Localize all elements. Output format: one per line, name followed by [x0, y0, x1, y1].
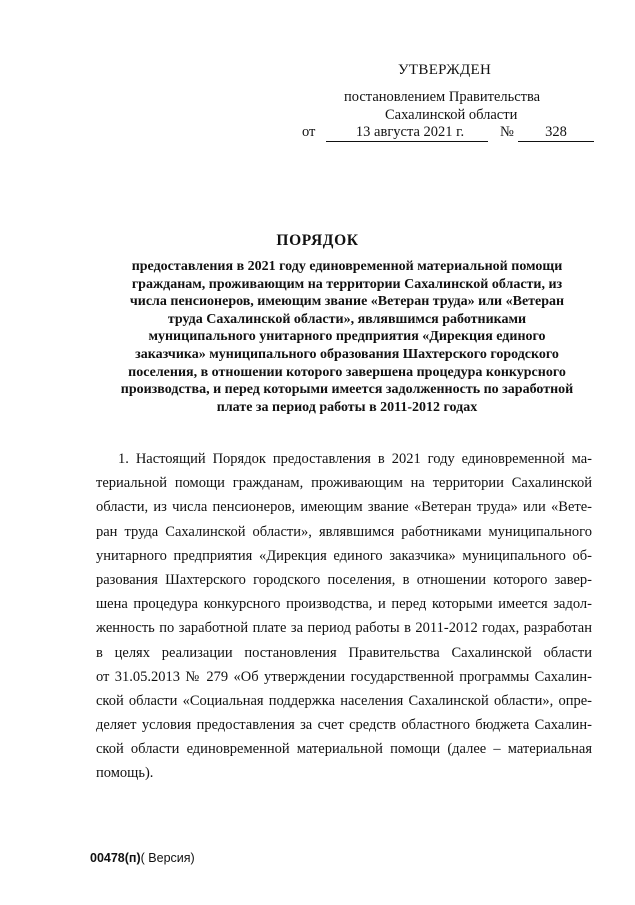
- document-subtitle: [100, 258, 594, 416]
- document-title: ПОРЯДОК: [276, 232, 359, 249]
- body-line: разования Шахтерского городского поселения, в отношении которого завер-: [96, 571, 592, 588]
- body-line: териальной помощи гражданам, проживающим на территории Сахалинской: [96, 475, 592, 492]
- body-line: женность по заработной плате за период работы в 2011-2012 годах, разработан: [96, 620, 592, 637]
- approval-issuer-line: постановлением Правительства: [344, 89, 541, 105]
- body-line: от 31.05.2013 № 279 «Об утверждении государственной программы Сахалин-: [96, 668, 592, 685]
- body-line: деляет условия предоставления за счет средств областного бюджета Сахалин-: [96, 717, 592, 734]
- body-line: 1. Настоящий Порядок предоставления в 2021 году единовременной ма-: [118, 451, 592, 467]
- approval-region-line: Сахалинской области: [385, 107, 518, 123]
- subtitle-line: числа пенсионеров, имеющим звание «Ветеран труда» или «Ветеран: [129, 294, 565, 310]
- subtitle-line: поселения, в отношении которого завершена процедура конкурсного: [128, 364, 566, 380]
- footer-version: ( Версия): [140, 851, 195, 865]
- subtitle-line: муниципального унитарного предприятия «Дирекция единого: [148, 329, 546, 345]
- body-line: в целях реализации постановления Правительства Сахалинской области: [96, 644, 592, 661]
- footer-document-code: [90, 851, 195, 865]
- date-from-label: от: [302, 124, 316, 140]
- body-line: помощь).: [96, 765, 154, 782]
- subtitle-line: заказчика» муниципального образования Шахтерского городского: [135, 346, 559, 362]
- subtitle-line: предоставления в 2021 году единовременной материальной помощи: [131, 259, 563, 274]
- body-line: ской области единовременной материальной помощи (далее – материальная: [96, 741, 592, 758]
- body-line: унитарного предприятия «Дирекция единого заказчика» муниципального об-: [96, 547, 592, 564]
- number-label: №: [500, 124, 514, 140]
- approval-number: 328: [518, 124, 594, 142]
- body-paragraph: [96, 447, 592, 786]
- subtitle-line: плате за период работы в 2011-2012 годах: [216, 399, 478, 415]
- approval-title: УТВЕРЖДЕН: [398, 62, 492, 78]
- body-line: ран труда Сахалинской области», являвшимся работниками муниципального: [96, 523, 592, 540]
- subtitle-line: производства, и перед которыми имеется задолженность по заработной: [120, 382, 574, 398]
- approval-date: 13 августа 2021 г.: [326, 124, 488, 142]
- footer-code: 00478(п): [90, 851, 141, 865]
- body-line: ской области «Социальная поддержка населения Сахалинской области», опре-: [96, 692, 592, 709]
- body-line: шена процедура конкурсного производства, и перед которыми имеется задол-: [96, 596, 592, 613]
- subtitle-line: гражданам, проживающим на территории Сахалинской области, из: [131, 276, 563, 292]
- body-line: области, из числа пенсионеров, имеющим звание «Ветеран труда» или «Вете-: [96, 499, 592, 516]
- subtitle-line: труда Сахалинской области», являвшимся работниками: [167, 311, 527, 327]
